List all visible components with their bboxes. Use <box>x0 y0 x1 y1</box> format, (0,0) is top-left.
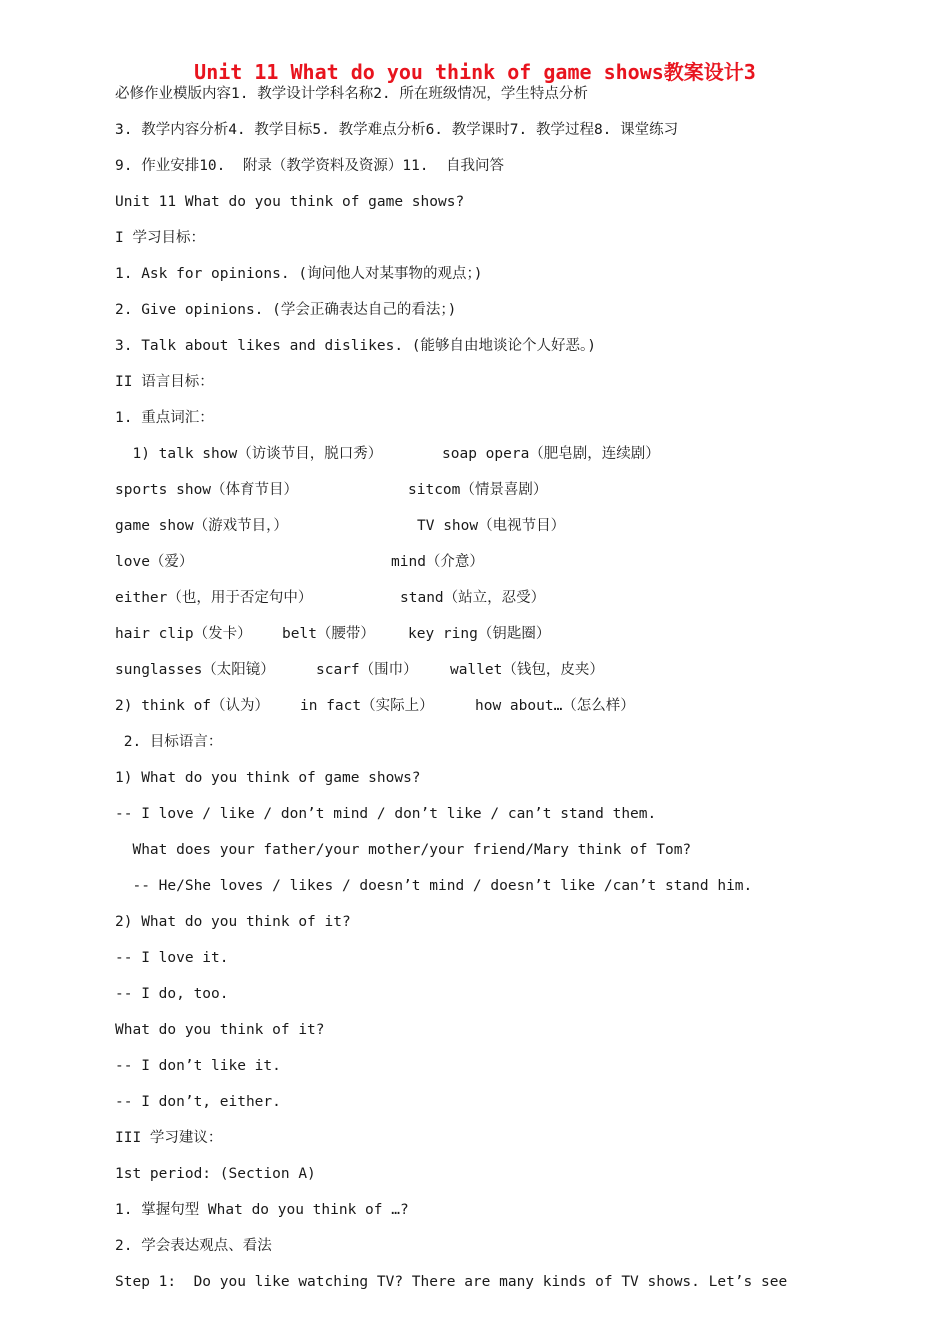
text-line: -- I love it. <box>115 950 229 966</box>
vocab-item: sunglasses（太阳镜） <box>115 662 275 678</box>
text-line: 1. 重点词汇： <box>115 410 214 426</box>
text-line: What does your father/your mother/your friend/Mary think of Tom? <box>115 842 692 858</box>
text-line: Unit 11 What do you think of game shows? <box>115 194 465 210</box>
vocab-item: how about…（怎么样） <box>475 698 635 714</box>
vocab-item: either（也，用于否定句中） <box>115 590 313 606</box>
vocab-item: TV show（电视节目） <box>417 518 566 534</box>
text-line: 1st period: (Section A) <box>115 1166 316 1182</box>
vocab-item: soap opera（肥皂剧，连续剧） <box>442 446 660 462</box>
document-title: Unit 11 What do you think of game shows教案设计3 <box>194 60 756 84</box>
text-line: 3. Talk about likes and dislikes. (能够自由地谈论个人好恶。) <box>115 338 597 354</box>
text-line: 3. 教学内容分析4. 教学目标5. 教学难点分析6. 教学课时7. 教学过程8. 课堂练习 <box>115 122 679 138</box>
vocab-item: belt（腰带） <box>282 626 375 642</box>
text-line: 2) What do you think of it? <box>115 914 351 930</box>
text-line: -- I don’t like it. <box>115 1058 281 1074</box>
vocab-item: stand（站立，忍受） <box>400 590 546 606</box>
vocab-item: sitcom（情景喜剧） <box>408 482 548 498</box>
vocab-item: 2) think of（认为） <box>115 698 270 714</box>
section-heading: I 学习目标： <box>115 230 205 246</box>
vocab-item: game show（游戏节目，） <box>115 518 288 534</box>
text-line: -- I love / like / don’t mind / don’t like / can’t stand them. <box>115 806 657 822</box>
text-line: Step 1: Do you like watching TV? There are many kinds of TV shows. Let’s see <box>115 1274 788 1290</box>
section-heading: III 学习建议： <box>115 1130 223 1146</box>
vocab-item: key ring（钥匙圈） <box>408 626 551 642</box>
text-line: -- I don’t, either. <box>115 1094 281 1110</box>
text-line: What do you think of it? <box>115 1022 325 1038</box>
text-line: -- I do, too. <box>115 986 229 1002</box>
vocab-item: in fact（实际上） <box>300 698 434 714</box>
vocab-item: mind（介意） <box>391 554 484 570</box>
text-line: 必修作业模版内容1. 教学设计学科名称2. 所在班级情况，学生特点分析 <box>115 86 588 102</box>
vocab-item: hair clip（发卡） <box>115 626 252 642</box>
text-line: 1. 掌握句型 What do you think of …? <box>115 1202 409 1218</box>
text-line: 2. 学会表达观点、看法 <box>115 1238 272 1254</box>
text-line: 1. Ask for opinions. (询问他人对某事物的观点；) <box>115 266 483 282</box>
text-line: 2. 目标语言： <box>115 734 223 750</box>
vocab-item: scarf（围巾） <box>316 662 418 678</box>
section-heading: II 语言目标： <box>115 374 214 390</box>
text-line: 1) What do you think of game shows? <box>115 770 421 786</box>
vocab-item: sports show（体育节目） <box>115 482 299 498</box>
text-line: -- He/She loves / likes / doesn’t mind / doesn’t like /can’t stand him. <box>115 878 753 894</box>
text-line: 9. 作业安排10. 附录（教学资料及资源）11. 自我问答 <box>115 158 504 174</box>
text-line: 2. Give opinions. (学会正确表达自己的看法；) <box>115 302 457 318</box>
vocab-item: wallet（钱包，皮夹） <box>450 662 604 678</box>
vocab-item: love（爱） <box>115 554 194 570</box>
vocab-item: 1) talk show（访谈节目，脱口秀） <box>115 446 383 462</box>
